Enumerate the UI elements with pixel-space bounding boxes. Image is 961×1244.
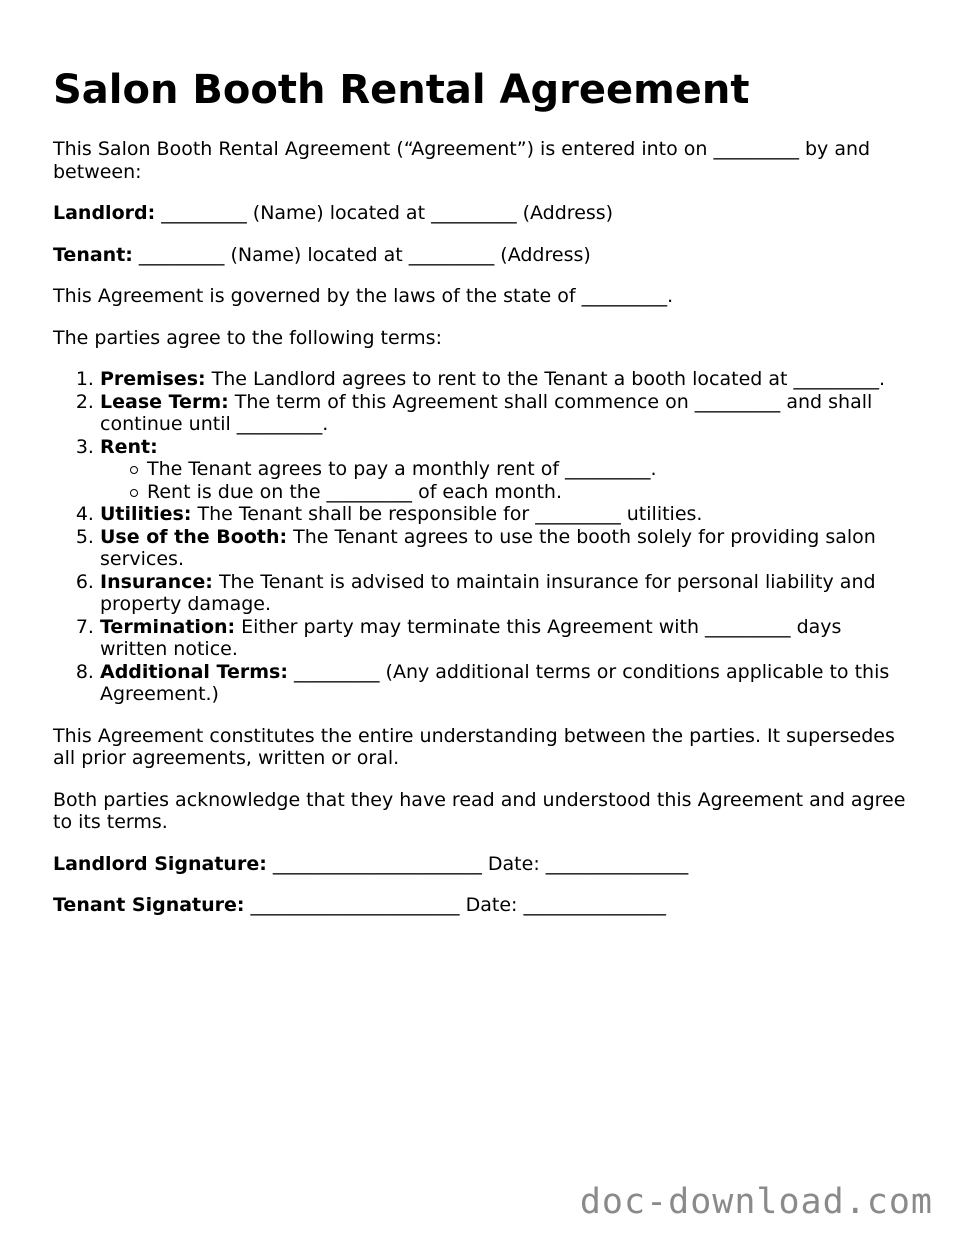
entire-agreement-paragraph: This Agreement constitutes the entire understanding between the parties. It supersedes all prior agreements, written or oral. — [53, 724, 895, 769]
term-text: The Tenant is advised to maintain insurance for personal liability and property damage. — [100, 570, 876, 615]
term-item-premises — [100, 368, 913, 391]
acknowledgement-paragraph: Both parties acknowledge that they have read and understood this Agreement and agree to its terms. — [53, 788, 906, 833]
term-item-additional-terms — [100, 661, 913, 706]
term-text: The Tenant agrees to use the booth solely for providing salon services. — [100, 525, 876, 570]
terms-intro-paragraph: The parties agree to the following terms: — [53, 326, 442, 349]
landlord-line — [53, 202, 913, 225]
term-text: The Landlord agrees to rent to the Tenant a booth located at _________. — [205, 368, 886, 390]
tenant-line — [53, 244, 913, 267]
term-text: _________ (Any additional terms or conditions applicable to this Agreement.) — [100, 660, 890, 705]
landlord-signature-line — [53, 853, 913, 876]
term-label: Use of the Booth: — [100, 525, 288, 548]
tenant-signature-line — [53, 894, 913, 917]
tenant-details: _________ (Name) located at _________ (Address) — [132, 243, 591, 266]
term-label: Rent: — [100, 435, 158, 458]
governing-law-paragraph: This Agreement is governed by the laws of the state of _________. — [53, 285, 674, 307]
term-text: The Tenant shall be responsible for _________ utilities. — [191, 503, 703, 525]
tenant-signature-blanks: ______________________ Date: _______________ — [244, 894, 666, 916]
watermark-text: doc-download.com — [579, 1182, 933, 1222]
term-text: The term of this Agreement shall commence on _________ and shall continue until _________. — [100, 390, 873, 435]
term-label: Premises: — [100, 368, 206, 390]
term-item-utilities — [100, 503, 913, 526]
term-item-lease-term — [100, 391, 913, 436]
document-page — [53, 64, 913, 936]
terms-list — [53, 368, 913, 706]
term-item-rent — [100, 436, 913, 504]
tenant-label: Tenant: — [53, 243, 133, 266]
landlord-label: Landlord: — [53, 202, 156, 224]
term-text: Either party may terminate this Agreement with _________ days written notice. — [100, 615, 842, 660]
document-title: Salon Booth Rental Agreement — [53, 67, 750, 113]
landlord-signature-label: Landlord Signature: — [53, 852, 267, 875]
rent-sub-item: Rent is due on the _________ of each month. — [147, 481, 913, 504]
rent-sub-list — [100, 458, 913, 503]
landlord-details: _________ (Name) located at _________ (Address) — [155, 202, 614, 224]
term-label: Termination: — [100, 615, 236, 638]
term-label: Insurance: — [100, 570, 213, 593]
tenant-signature-label: Tenant Signature: — [53, 894, 245, 916]
landlord-signature-blanks: ______________________ Date: _______________ — [266, 852, 689, 875]
term-label: Utilities: — [100, 503, 192, 525]
term-item-termination — [100, 616, 913, 661]
term-label: Additional Terms: — [100, 660, 288, 683]
rent-sub-item: The Tenant agrees to pay a monthly rent of _________. — [147, 458, 913, 481]
term-item-use-of-booth — [100, 526, 913, 571]
term-item-insurance — [100, 571, 913, 616]
intro-paragraph: This Salon Booth Rental Agreement (“Agreement”) is entered into on _________ by and between: — [53, 138, 871, 183]
term-label: Lease Term: — [100, 390, 229, 413]
